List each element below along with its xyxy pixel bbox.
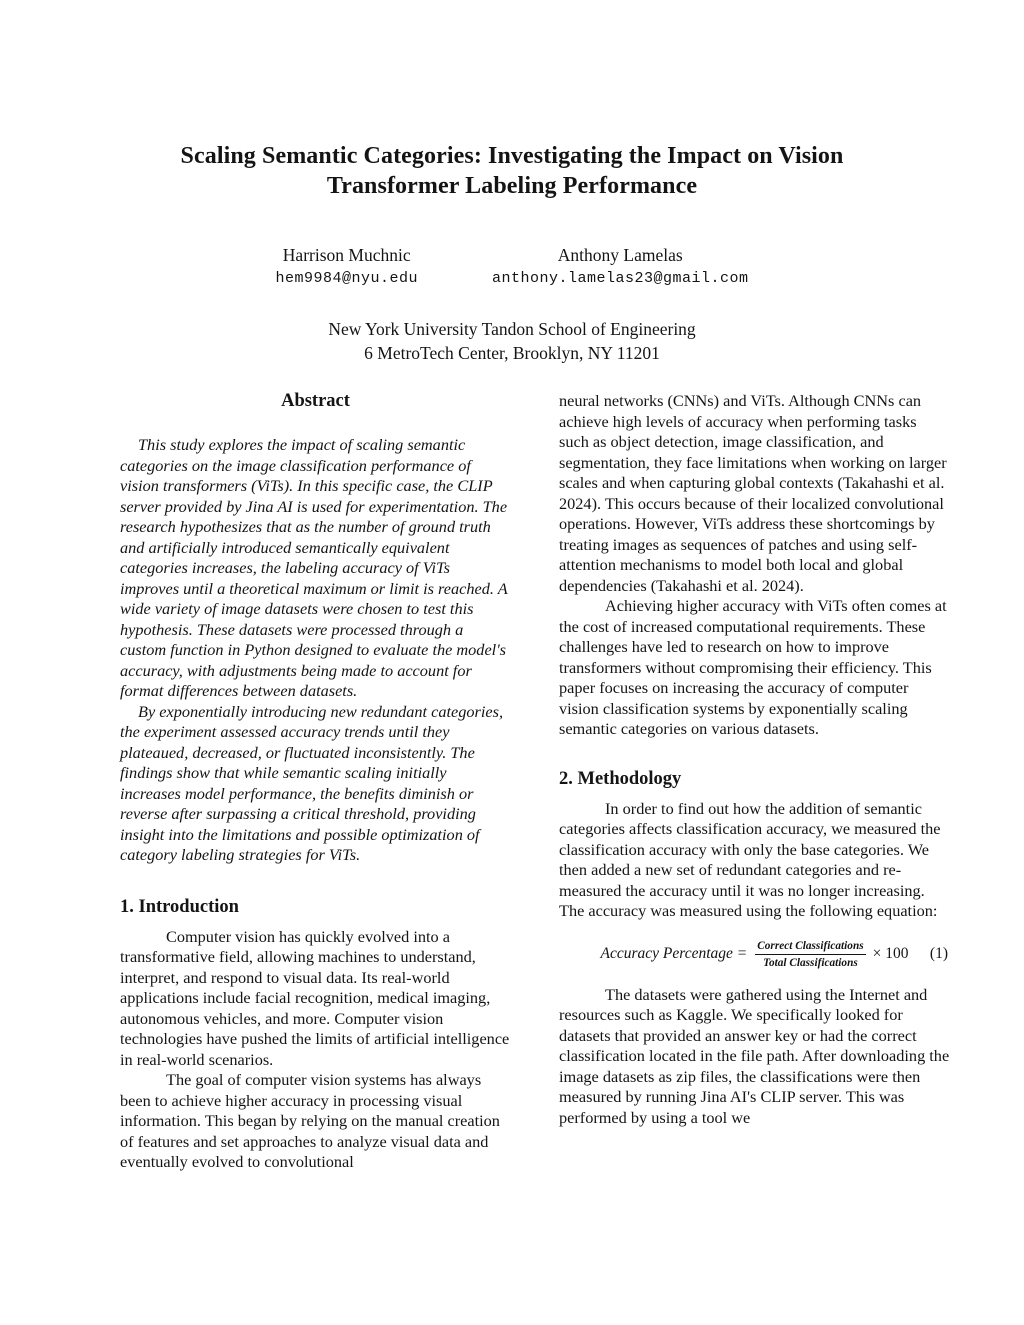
methodology-paragraph-2: The datasets were gathered using the Internet and resources such as Kaggle. We specifically looked for datasets that provided an answer key or had the correct classification located in the file path. After downloading the image datasets as zip files, the classifications were then measured by running Jina AI's CLIP server. This was performed by using a tool we	[559, 984, 950, 1127]
affiliation-line2: 6 MetroTech Center, Brooklyn, NY 11201	[364, 343, 660, 363]
author-1	[275, 245, 418, 288]
author-block	[0, 245, 1024, 288]
affiliation-line1: New York University Tandon School of Engineering	[328, 319, 696, 339]
abstract-paragraph-1: This study explores the impact of scaling semantic categories on the image classification performance of vision transformers (ViTs). In this specific case, the CLIP server provided by Jina AI is used for experimentation. The research hypothesizes that as the number of ground truth and artificially introduced semantically equivalent categories increases, the labeling accuracy of ViTs improves until a theoretical maximum or limit is reached. A wide variety of image datasets were chosen to test this hypothesis. These datasets were processed through a custom function in Python designed to evaluate the model's accuracy, with adjustments being made to account for format differences between datasets.	[120, 435, 508, 700]
abstract-paragraph-2: By exponentially introducing new redundant categories, the experiment assessed accuracy trends until they plateaued, decreased, or fluctuated inconsistently. The findings show that while semantic scaling initially increases model performance, the benefits diminish or reverse after surpassing a critical threshold, providing insight into the limitations and possible optimization of category labeling strategies for ViTs.	[120, 701, 504, 864]
paper-title-line2: Transformer Labeling Performance	[326, 173, 698, 199]
affiliation	[0, 317, 1024, 365]
left-column	[120, 391, 511, 1173]
introduction-paragraph-3: Achieving higher accuracy with ViTs often comes at the cost of increased computational requirements. These challenges have led to research on how to improve transformers without compromising their efficiency. This paper focuses on increasing the accuracy of computer vision classification systems by exponentially scaling semantic categories on various datasets.	[559, 596, 947, 738]
introduction-paragraph-2: The goal of computer vision systems has always been to achieve higher accuracy in processing visual information. This began by relying on the manual creation of features and set approaches to analyze visual data and eventually evolved to convolutional	[120, 1070, 500, 1171]
methodology-paragraph-1: In order to find out how the addition of semantic categories affects classification accuracy, we measured the classification accuracy with only the base categories. We then added a new set of redundant categories and re-measured the accuracy until it was no longer increasing. The accuracy was measured using the following equation:	[559, 798, 941, 920]
equation-denominator: Total Classifications	[763, 956, 858, 969]
paper-title-line1: Scaling Semantic Categories: Investigating the Impact on Vision	[180, 143, 844, 169]
introduction-paragraph-1: Computer vision has quickly evolved into a transformative field, allowing machines to understand, interpret, and respond to visual data. Its real-world applications include facial recognition, medical imaging, autonomous vehicles, and more. Computer vision technologies have pushed the limits of artificial intelligence in real-world scenarios.	[120, 926, 510, 1069]
author-2-name: Anthony Lamelas	[557, 245, 683, 265]
author-2	[492, 245, 749, 288]
equation-fraction	[755, 939, 865, 970]
equation-multiplier: × 100	[872, 945, 909, 962]
equation-1	[559, 939, 950, 970]
methodology-heading: 2. Methodology	[559, 768, 682, 789]
author-2-email: anthony.lamelas23@gmail.com	[491, 270, 749, 287]
introduction-paragraph-2-continued: neural networks (CNNs) and ViTs. Although CNNs can achieve high levels of accuracy when performing tasks such as object detection, image classification, and segmentation, they face limitations when working on larger scales and when capturing global contexts (Takahashi et al. 2024). This occurs because of their localized convolutional operations. However, ViTs address these shortcomings by treating images as sequences of patches and using self-attention mechanisms to model both local and global dependencies (Takahashi et al. 2024).	[559, 391, 947, 595]
paper-title	[0, 0, 1024, 201]
abstract-heading: Abstract	[281, 391, 350, 411]
right-column	[559, 391, 950, 1173]
author-1-email: hem9984@nyu.edu	[275, 270, 418, 287]
equation-number: (1)	[929, 945, 948, 962]
two-column-body	[0, 391, 1024, 1173]
equation-lhs: Accuracy Percentage =	[600, 945, 748, 962]
introduction-heading: 1. Introduction	[120, 896, 239, 917]
author-1-name: Harrison Muchnic	[282, 245, 411, 265]
equation-numerator: Correct Classifications	[755, 939, 865, 955]
